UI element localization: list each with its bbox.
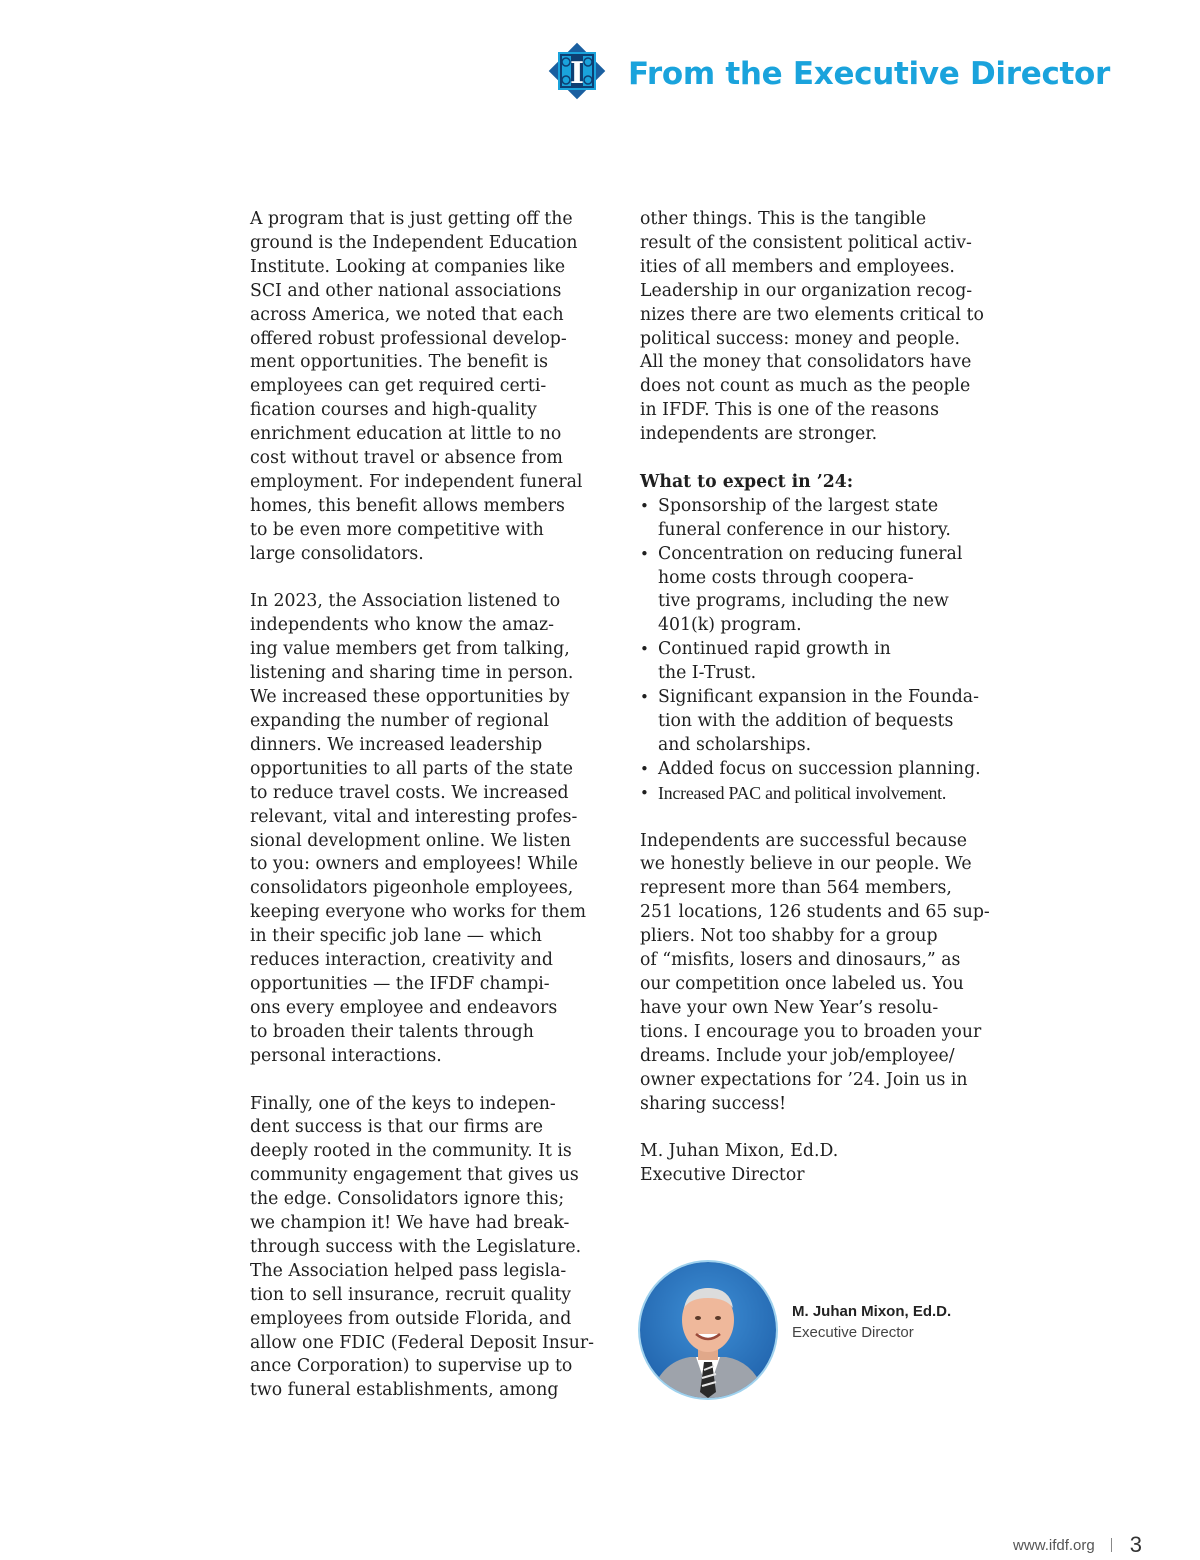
- text-line: nizes there are two elements critical to: [640, 304, 984, 325]
- text-line: 251 locations, 126 students and 65 sup-: [640, 902, 990, 923]
- paragraph-gap: [250, 1069, 620, 1093]
- text-line: Added focus on succession planning.: [658, 758, 981, 779]
- caption-name: M. Juhan Mixon, Ed.D.: [792, 1303, 952, 1320]
- text-line: tion to sell insurance, recruit quality: [250, 1284, 572, 1305]
- text-line: political success: money and people.: [640, 328, 961, 349]
- text-line: Finally, one of the keys to indepen-: [250, 1093, 556, 1114]
- text-line: Sponsorship of the largest state: [658, 495, 939, 516]
- text-line: Increased PAC and political involvement.: [658, 782, 947, 803]
- text-line: ons every employee and endeavors: [250, 997, 558, 1018]
- text-line: large consolidators.: [250, 543, 424, 564]
- text-line: represent more than 564 members,: [640, 878, 952, 899]
- text-line: homes, this benefit allows members: [250, 495, 565, 516]
- article-column-left: [250, 208, 620, 1403]
- text-line: in their specific job lane — which: [250, 926, 542, 947]
- text-line: and scholarships.: [658, 734, 812, 755]
- text-line: other things. This is the tangible: [640, 209, 927, 229]
- text-line: offered robust professional develop-: [250, 328, 567, 349]
- website-link[interactable]: www.ifdf.org: [1013, 1536, 1095, 1554]
- text-line: tive programs, including the new: [658, 591, 949, 612]
- text-line: owner expectations for ’24. Join us in: [640, 1069, 968, 1090]
- text-line: we honestly believe in our people. We: [640, 854, 972, 875]
- bullet-icon: •: [640, 759, 649, 778]
- text-line: does not count as much as the people: [640, 376, 971, 397]
- text-line: personal interactions.: [250, 1045, 442, 1066]
- page-number: 3: [1129, 1532, 1142, 1557]
- text-line: keeping everyone who works for them: [250, 902, 587, 923]
- text-line: listening and sharing time in person.: [250, 663, 574, 684]
- page-header: [544, 38, 1144, 114]
- text-line: tion with the addition of bequests: [658, 711, 954, 732]
- page-footer: [1013, 1530, 1142, 1560]
- bullet-icon: •: [640, 496, 649, 515]
- text-line: to broaden their talents through: [250, 1021, 534, 1042]
- bullet-icon: •: [640, 783, 649, 802]
- text-line: to you: owners and employees! While: [250, 854, 578, 875]
- text-line: reduces interaction, creativity and: [250, 950, 553, 971]
- text-line: in IFDF. This is one of the reasons: [640, 400, 939, 421]
- director-photo: [640, 1262, 776, 1398]
- photo-caption: [792, 1301, 951, 1343]
- text-line: independents are stronger.: [640, 424, 878, 445]
- text-line: dreams. Include your job/employee/: [640, 1045, 955, 1066]
- text-line: Continued rapid growth in: [658, 639, 891, 660]
- text-line: employment. For independent funeral: [250, 471, 583, 492]
- text-line: fication courses and high-quality: [250, 400, 537, 421]
- list-item: [640, 543, 1020, 639]
- text-line: two funeral establishments, among: [250, 1380, 559, 1401]
- text-line: The Association helped pass legisla-: [250, 1260, 567, 1281]
- logo-letter: I: [569, 56, 585, 91]
- text-line: funeral conference in our history.: [658, 519, 951, 540]
- list-item: [640, 782, 1020, 806]
- text-line: Significant expansion in the Founda-: [658, 687, 979, 708]
- text-line: the edge. Consolidators ignore this;: [250, 1189, 565, 1210]
- bullet-icon: •: [640, 688, 649, 707]
- text-line: allow one FDIC (Federal Deposit Insur-: [250, 1332, 595, 1353]
- text-line: 401(k) program.: [658, 615, 802, 636]
- text-line: Institute. Looking at companies like: [250, 256, 566, 277]
- text-line: sharing success!: [640, 1093, 787, 1114]
- page-title: From the Executive Director: [628, 56, 1111, 92]
- ifdf-logo-icon: [544, 38, 610, 104]
- bullet-icon: •: [640, 640, 649, 659]
- text-line: employees can get required certi-: [250, 376, 547, 397]
- text-line: relevant, vital and interesting profes-: [250, 806, 578, 827]
- paragraph-gap: [250, 567, 620, 591]
- footer-divider: [1111, 1538, 1112, 1552]
- text-line: Concentration on reducing funeral: [658, 543, 963, 564]
- text-line: pliers. Not too shabby for a group: [640, 926, 938, 947]
- text-line: the I-Trust.: [658, 663, 757, 684]
- text-line: ities of all members and employees.: [640, 256, 955, 277]
- text-line: home costs through coopera-: [658, 567, 914, 588]
- text-line: consolidators pigeonhole employees,: [250, 878, 574, 899]
- text-line: of “misfits, losers and dinosaurs,” as: [640, 950, 961, 971]
- text-line: ing value members get from talking,: [250, 639, 570, 660]
- text-line: dinners. We increased leadership: [250, 734, 543, 755]
- text-line: community engagement that gives us: [250, 1165, 579, 1186]
- list-item: [640, 686, 1020, 758]
- text-line: to reduce travel costs. We increased: [250, 782, 569, 803]
- text-line: A program that is just getting off the: [250, 209, 573, 229]
- paragraph-gap: [640, 1116, 1020, 1140]
- text-line: deeply rooted in the community. It is: [250, 1141, 572, 1162]
- text-line: employees from outside Florida, and: [250, 1308, 572, 1329]
- caption-title: Executive Director: [792, 1324, 914, 1341]
- text-line: opportunities to all parts of the state: [250, 758, 573, 779]
- text-line: we champion it! We have had break-: [250, 1213, 570, 1234]
- portrait-image: [640, 1262, 776, 1398]
- list-item: [640, 758, 1020, 782]
- text-line: Leadership in our organization recog-: [640, 280, 973, 301]
- text-line: M. Juhan Mixon, Ed.D.: [640, 1141, 839, 1162]
- text-line: tions. I encourage you to broaden your: [640, 1021, 982, 1042]
- text-line: cost without travel or absence from: [250, 448, 563, 469]
- article-column-right: [640, 208, 1020, 1188]
- text-line: dent success is that our firms are: [250, 1117, 543, 1138]
- text-line: enrichment education at little to no: [250, 424, 562, 445]
- list-item: [640, 495, 1020, 543]
- text-line: independents who know the amaz-: [250, 615, 554, 636]
- text-line: through success with the Legislature.: [250, 1236, 582, 1257]
- list-item: [640, 638, 1020, 686]
- text-line: Independents are successful because: [640, 830, 968, 851]
- text-line: expanding the number of regional: [250, 711, 549, 732]
- text-line: across America, we noted that each: [250, 304, 564, 325]
- section-heading: What to expect in ’24:: [640, 471, 854, 492]
- paragraph-gap: [640, 447, 1020, 471]
- text-line: have your own New Year’s resolu-: [640, 997, 939, 1018]
- text-line: Executive Director: [640, 1165, 805, 1186]
- text-line: ground is the Independent Education: [250, 232, 578, 253]
- text-line: All the money that consolidators have: [640, 352, 972, 373]
- text-line: ance Corporation) to supervise up to: [250, 1356, 573, 1377]
- text-line: to be even more competitive with: [250, 519, 544, 540]
- bullet-icon: •: [640, 544, 649, 563]
- text-line: sional development online. We listen: [250, 830, 571, 851]
- text-line: result of the consistent political activ-: [640, 232, 972, 253]
- text-line: We increased these opportunities by: [250, 687, 570, 708]
- text-line: ment opportunities. The benefit is: [250, 352, 549, 373]
- text-line: our competition once labeled us. You: [640, 973, 964, 994]
- text-line: In 2023, the Association listened to: [250, 591, 561, 612]
- text-line: SCI and other national associations: [250, 280, 562, 301]
- paragraph-gap: [640, 806, 1020, 830]
- text-line: opportunities — the IFDF champi-: [250, 973, 550, 994]
